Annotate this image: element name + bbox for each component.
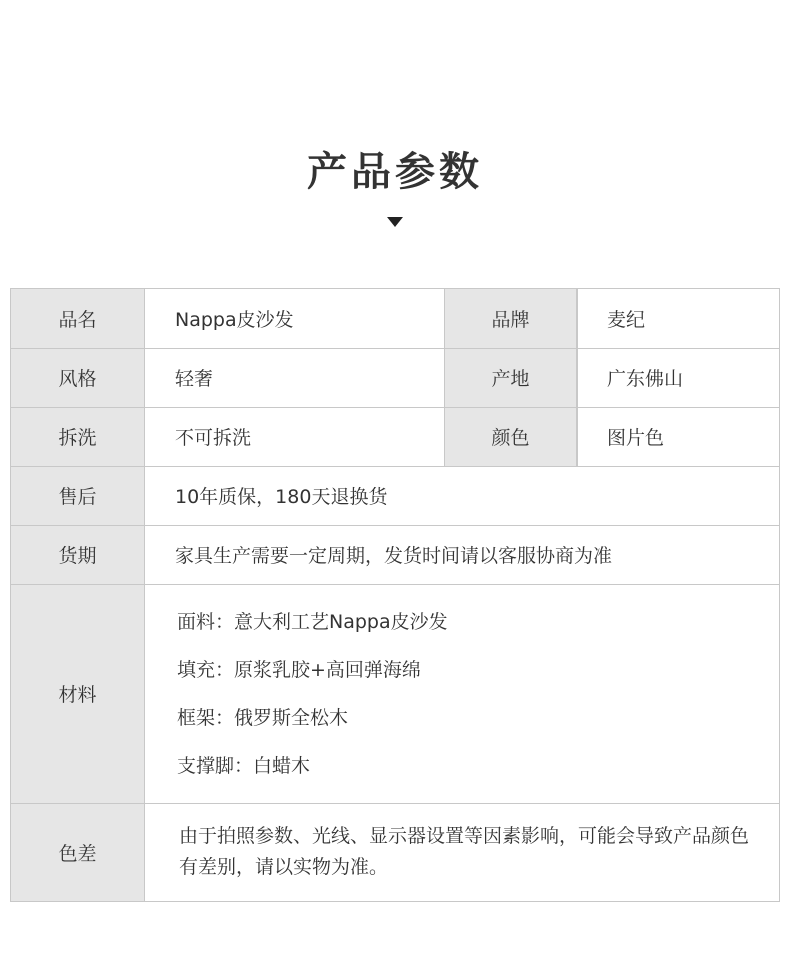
wash-value: 不可拆洗 — [175, 427, 252, 449]
material-line: 框架：俄罗斯全松木 — [177, 706, 349, 729]
row-divider — [11, 803, 779, 804]
row-divider — [11, 407, 779, 408]
style-value: 轻奢 — [175, 368, 214, 390]
color-value: 图片色 — [607, 427, 665, 449]
color-label: 颜色 — [444, 407, 577, 466]
material-line: 面料：意大利工艺Nappa皮沙发 — [177, 610, 448, 633]
origin-value: 广东佛山 — [607, 368, 684, 390]
brand-label: 品牌 — [444, 289, 577, 348]
parameters-table — [10, 288, 780, 902]
aftersale-label: 售后 — [11, 466, 145, 525]
column-divider — [577, 289, 578, 466]
wash-label: 拆洗 — [11, 407, 145, 466]
style-label: 风格 — [11, 348, 145, 407]
material-label: 材料 — [11, 584, 145, 803]
colordiff-label: 色差 — [11, 803, 145, 901]
material-line: 填充：原浆乳胶+高回弹海绵 — [177, 658, 421, 681]
name-value: Nappa皮沙发 — [175, 309, 294, 331]
caret-down-icon — [387, 217, 403, 227]
row-divider — [11, 525, 779, 526]
page-title: 产品参数 — [307, 149, 483, 195]
aftersale-value: 10年质保，180天退换货 — [175, 486, 388, 508]
row-divider — [11, 348, 779, 349]
origin-label: 产地 — [444, 348, 577, 407]
row-divider — [11, 466, 779, 467]
colordiff-note — [145, 803, 779, 901]
material-line: 支撑脚：白蜡木 — [177, 754, 311, 777]
brand-value: 麦纪 — [607, 309, 646, 331]
delivery-value: 家具生产需要一定周期，发货时间请以客服协商为准 — [175, 545, 613, 567]
name-label: 品名 — [11, 289, 145, 348]
delivery-label: 货期 — [11, 525, 145, 584]
colordiff-line: 由于拍照参数、光线、显示器设置等因素影响，可能会导致产品颜色 — [179, 825, 750, 847]
material-list — [145, 584, 779, 803]
colordiff-line: 有差别，请以实物为准。 — [179, 856, 389, 878]
row-divider — [11, 584, 779, 585]
